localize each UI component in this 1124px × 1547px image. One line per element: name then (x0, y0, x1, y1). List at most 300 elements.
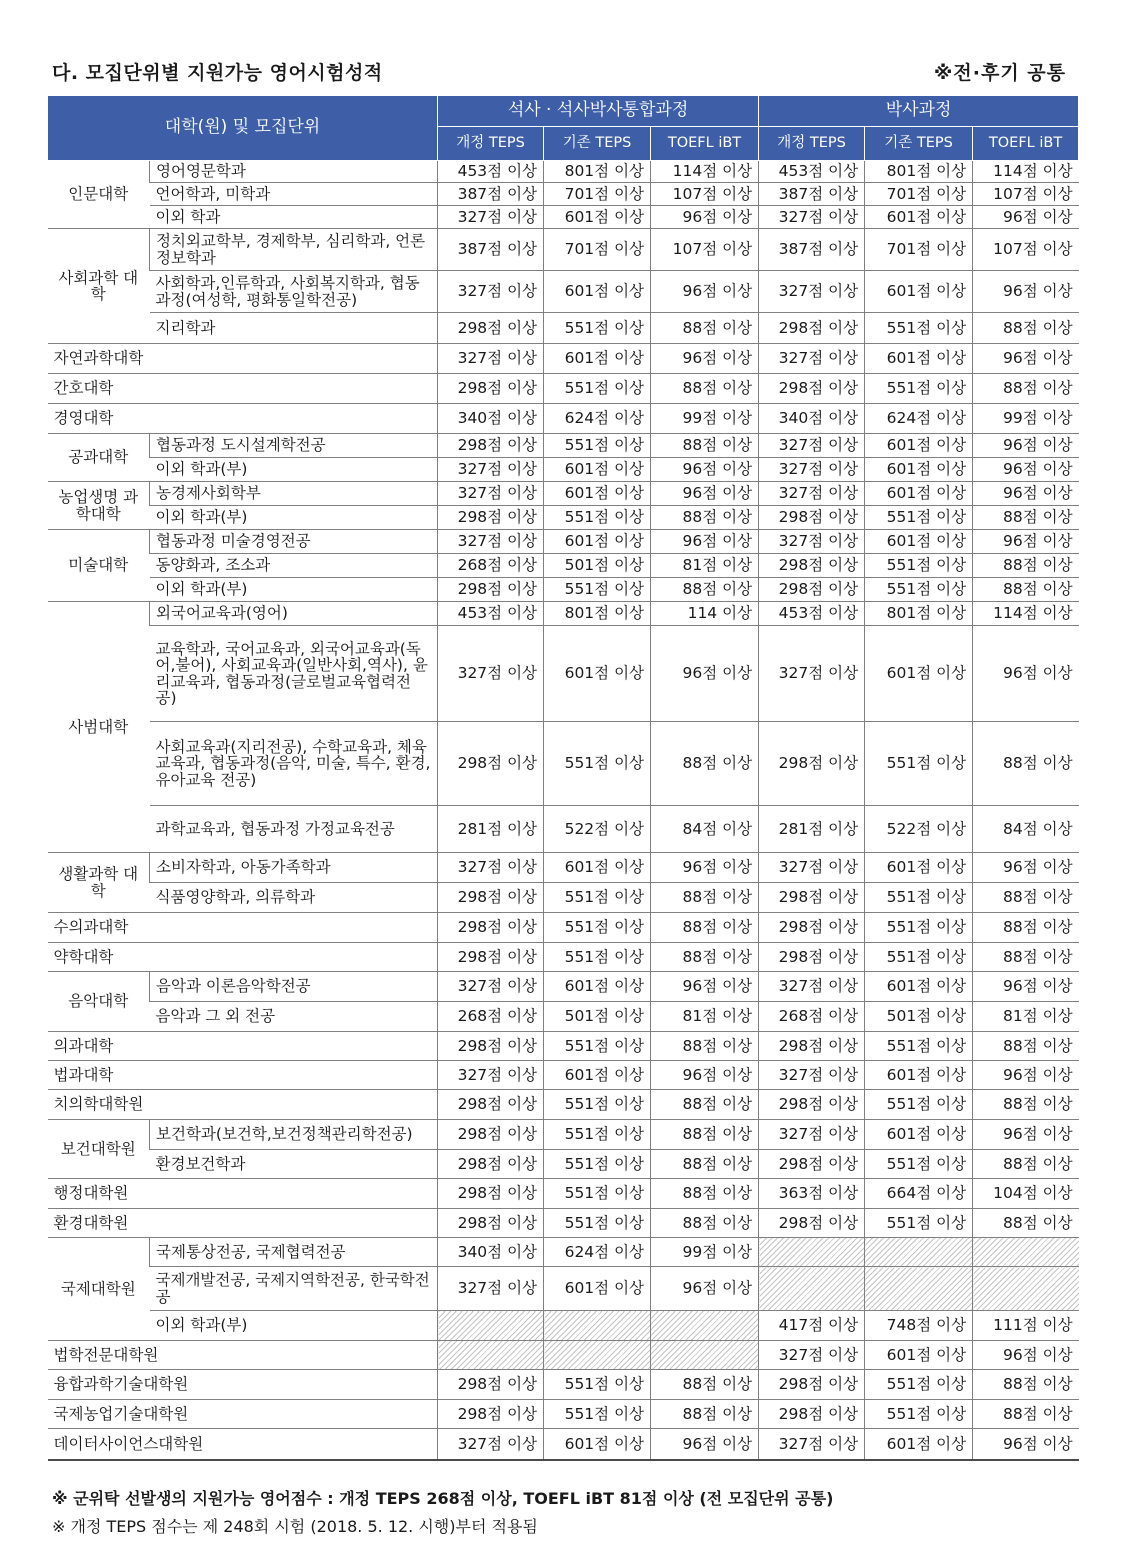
table-row (48, 578, 1079, 602)
unit-name: 약학대학 (48, 943, 438, 972)
score-cell: 88점 이상 (973, 506, 1079, 530)
score-cell: 601점 이상 (544, 972, 651, 1002)
group-header-master: 석사 · 석사박사통합과정 (438, 96, 759, 127)
score-cell: 88점 이상 (651, 434, 759, 458)
score-cell: 327점 이상 (438, 972, 544, 1002)
score-cell: 551점 이상 (865, 313, 973, 344)
college-name: 사범대학 (48, 602, 150, 853)
score-cell: 268점 이상 (759, 1002, 865, 1032)
score-cell: 298점 이상 (438, 883, 544, 913)
unit-name: 간호대학 (48, 374, 438, 404)
score-cell: 298점 이상 (438, 1179, 544, 1209)
score-cell: 340점 이상 (438, 404, 544, 434)
score-cell: 601점 이상 (544, 206, 651, 229)
unit-name: 수의과대학 (48, 913, 438, 943)
score-cell: 298점 이상 (438, 722, 544, 806)
department-name: 식품영양학과, 의류학과 (150, 883, 438, 913)
score-cell: 96점 이상 (651, 206, 759, 229)
table-row (48, 458, 1079, 482)
table-row (48, 626, 1079, 722)
score-cell: 327점 이상 (438, 458, 544, 482)
score-cell: 551점 이상 (865, 1400, 973, 1429)
score-cell: 551점 이상 (544, 1150, 651, 1179)
not-applicable-cell (865, 1267, 973, 1311)
score-cell: 96점 이상 (973, 434, 1079, 458)
department-name: 소비자학과, 아동가족학과 (150, 853, 438, 883)
score-cell: 298점 이상 (759, 554, 865, 578)
department-name: 이외 학과(부) (150, 578, 438, 602)
group-header-doctor: 박사과정 (759, 96, 1079, 127)
score-cell: 340점 이상 (759, 404, 865, 434)
table-row (48, 722, 1079, 806)
table-body (48, 161, 1079, 1460)
college-name: 보건대학원 (48, 1120, 150, 1179)
score-cell: 88점 이상 (973, 1370, 1079, 1400)
score-cell: 551점 이상 (544, 1090, 651, 1120)
score-cell: 96점 이상 (973, 1120, 1079, 1150)
score-cell: 298점 이상 (438, 313, 544, 344)
score-cell: 88점 이상 (651, 913, 759, 943)
score-cell: 88점 이상 (973, 578, 1079, 602)
score-cell: 298점 이상 (759, 1150, 865, 1179)
score-cell: 601점 이상 (865, 458, 973, 482)
unit-name: 경영대학 (48, 404, 438, 434)
score-cell: 114점 이상 (973, 602, 1079, 626)
score-cell: 298점 이상 (759, 506, 865, 530)
not-applicable-cell (973, 1238, 1079, 1267)
score-cell: 96점 이상 (651, 271, 759, 313)
score-cell: 601점 이상 (865, 1429, 973, 1460)
table-row (48, 1061, 1079, 1090)
not-applicable-cell (438, 1311, 544, 1341)
score-cell: 96점 이상 (651, 458, 759, 482)
table-row (48, 206, 1079, 229)
table-row (48, 1120, 1079, 1150)
score-cell: 88점 이상 (973, 1209, 1079, 1238)
score-cell: 107점 이상 (973, 183, 1079, 206)
table-row (48, 1090, 1079, 1120)
score-cell: 327점 이상 (759, 434, 865, 458)
score-cell: 551점 이상 (544, 313, 651, 344)
score-cell: 551점 이상 (544, 883, 651, 913)
score-cell: 88점 이상 (651, 1400, 759, 1429)
score-cell: 107점 이상 (651, 229, 759, 271)
department-name: 동양화과, 조소과 (150, 554, 438, 578)
score-cell: 88점 이상 (651, 943, 759, 972)
table-row (48, 1238, 1079, 1267)
score-cell: 601점 이상 (865, 1061, 973, 1090)
unit-header: 대학(원) 및 모집단위 (48, 96, 438, 161)
sub-header: 기존 TEPS (544, 127, 651, 161)
score-cell: 601점 이상 (865, 206, 973, 229)
score-cell: 601점 이상 (865, 1120, 973, 1150)
score-cell: 327점 이상 (438, 1061, 544, 1090)
unit-name: 융합과학기술대학원 (48, 1370, 438, 1400)
department-name: 협동과정 도시설계학전공 (150, 434, 438, 458)
score-cell: 107점 이상 (651, 183, 759, 206)
department-name: 정치외교학부, 경제학부, 심리학과, 언론정보학과 (150, 229, 438, 271)
table-row (48, 1179, 1079, 1209)
score-cell: 88점 이상 (973, 374, 1079, 404)
table-row (48, 806, 1079, 853)
score-cell: 96점 이상 (973, 482, 1079, 506)
department-name: 보건학과(보건학,보건정책관리학전공) (150, 1120, 438, 1150)
score-cell: 281점 이상 (759, 806, 865, 853)
unit-name: 법과대학 (48, 1061, 438, 1090)
not-applicable-cell (973, 1267, 1079, 1311)
score-cell: 453점 이상 (759, 161, 865, 183)
score-cell: 453점 이상 (438, 602, 544, 626)
department-name: 언어학과, 미학과 (150, 183, 438, 206)
score-cell: 96점 이상 (651, 344, 759, 374)
table-row (48, 313, 1079, 344)
score-cell: 551점 이상 (865, 722, 973, 806)
unit-name: 환경대학원 (48, 1209, 438, 1238)
score-cell: 298점 이상 (438, 943, 544, 972)
score-cell: 327점 이상 (438, 1429, 544, 1460)
score-cell: 327점 이상 (759, 1120, 865, 1150)
score-cell: 701점 이상 (865, 229, 973, 271)
score-cell: 551점 이상 (865, 1209, 973, 1238)
score-cell: 701점 이상 (544, 229, 651, 271)
score-cell: 601점 이상 (865, 626, 973, 722)
table-row (48, 1341, 1079, 1370)
score-cell: 601점 이상 (865, 972, 973, 1002)
score-cell: 624점 이상 (865, 404, 973, 434)
score-cell: 551점 이상 (544, 722, 651, 806)
score-cell: 601점 이상 (865, 853, 973, 883)
score-cell: 551점 이상 (544, 578, 651, 602)
score-cell: 88점 이상 (651, 883, 759, 913)
score-cell: 298점 이상 (438, 1032, 544, 1061)
score-cell: 327점 이상 (759, 1061, 865, 1090)
score-cell: 551점 이상 (544, 1032, 651, 1061)
score-cell: 99점 이상 (973, 404, 1079, 434)
table-row (48, 1209, 1079, 1238)
score-cell: 96점 이상 (651, 482, 759, 506)
score-cell: 111점 이상 (973, 1311, 1079, 1341)
score-cell: 601점 이상 (865, 434, 973, 458)
score-cell: 88점 이상 (651, 578, 759, 602)
department-name: 교육학과, 국어교육과, 외국어교육과(독어,불어), 사회교육과(일반사회,역사), 윤리교육과, 협동과정(글로벌교육협력전공) (150, 626, 438, 722)
department-name: 사회학과,인류학과, 사회복지학과, 협동과정(여성학, 평화통일학전공) (150, 271, 438, 313)
score-cell: 114점 이상 (973, 161, 1079, 183)
score-cell: 551점 이상 (544, 1209, 651, 1238)
score-cell: 327점 이상 (759, 1341, 865, 1370)
score-cell: 96점 이상 (973, 344, 1079, 374)
score-cell: 551점 이상 (865, 578, 973, 602)
score-cell: 298점 이상 (759, 1370, 865, 1400)
not-applicable-cell (759, 1267, 865, 1311)
department-name: 국제통상전공, 국제협력전공 (150, 1238, 438, 1267)
table-row (48, 161, 1079, 183)
score-cell: 501점 이상 (544, 554, 651, 578)
note-military: ※ 군위탁 선발생의 지원가능 영어점수 : 개정 TEPS 268점 이상, TOEFL iBT 81점 이상 (전 모집단위 공통) (52, 1489, 834, 1508)
score-cell: 298점 이상 (438, 913, 544, 943)
score-cell: 298점 이상 (438, 434, 544, 458)
table-row (48, 913, 1079, 943)
score-cell: 387점 이상 (438, 229, 544, 271)
score-cell: 96점 이상 (973, 626, 1079, 722)
score-cell: 601점 이상 (544, 530, 651, 554)
score-cell: 601점 이상 (865, 482, 973, 506)
score-cell: 601점 이상 (865, 271, 973, 313)
score-cell: 327점 이상 (759, 1429, 865, 1460)
score-cell: 327점 이상 (759, 853, 865, 883)
college-name: 미술대학 (48, 530, 150, 602)
score-cell: 88점 이상 (973, 1032, 1079, 1061)
score-cell: 453점 이상 (759, 602, 865, 626)
score-cell: 551점 이상 (544, 506, 651, 530)
college-name: 음악대학 (48, 972, 150, 1032)
score-cell: 298점 이상 (759, 722, 865, 806)
score-cell: 327점 이상 (759, 206, 865, 229)
score-cell: 96점 이상 (651, 1429, 759, 1460)
score-cell: 551점 이상 (865, 1090, 973, 1120)
department-name: 이외 학과(부) (150, 1311, 438, 1341)
score-cell: 298점 이상 (438, 374, 544, 404)
college-name: 공과대학 (48, 434, 150, 482)
score-cell: 624점 이상 (544, 404, 651, 434)
score-cell: 298점 이상 (438, 578, 544, 602)
score-cell: 96점 이상 (973, 1429, 1079, 1460)
department-name: 외국어교육과(영어) (150, 602, 438, 626)
score-cell: 551점 이상 (544, 1370, 651, 1400)
score-cell: 327점 이상 (438, 853, 544, 883)
score-cell: 522점 이상 (865, 806, 973, 853)
department-name: 농경제사회학부 (150, 482, 438, 506)
not-applicable-cell (438, 1341, 544, 1370)
table-row (48, 1370, 1079, 1400)
score-cell: 81점 이상 (973, 1002, 1079, 1032)
college-name: 국제대학원 (48, 1238, 150, 1341)
table-row (48, 506, 1079, 530)
score-cell: 104점 이상 (973, 1179, 1079, 1209)
score-cell: 624점 이상 (544, 1238, 651, 1267)
score-cell: 298점 이상 (438, 506, 544, 530)
table-row (48, 853, 1079, 883)
score-cell: 551점 이상 (865, 1032, 973, 1061)
unit-name: 의과대학 (48, 1032, 438, 1061)
not-applicable-cell (651, 1311, 759, 1341)
table-row (48, 530, 1079, 554)
score-cell: 298점 이상 (759, 1032, 865, 1061)
score-cell: 114점 이상 (651, 161, 759, 183)
score-cell: 88점 이상 (973, 943, 1079, 972)
score-cell: 327점 이상 (438, 1267, 544, 1311)
college-name: 생활과학 대학 (48, 853, 150, 913)
score-cell: 298점 이상 (438, 1090, 544, 1120)
score-cell: 801점 이상 (865, 602, 973, 626)
department-name: 이외 학과 (150, 206, 438, 229)
score-cell: 601점 이상 (544, 626, 651, 722)
score-cell: 551점 이상 (544, 1179, 651, 1209)
score-cell: 363점 이상 (759, 1179, 865, 1209)
score-cell: 601점 이상 (865, 530, 973, 554)
score-cell: 88점 이상 (973, 554, 1079, 578)
sub-header: 기존 TEPS (865, 127, 973, 161)
score-cell: 551점 이상 (544, 1120, 651, 1150)
table-row (48, 1400, 1079, 1429)
score-table (47, 95, 1079, 1461)
score-cell: 281점 이상 (438, 806, 544, 853)
common-note: ※전·후기 공통 (933, 62, 1066, 84)
score-cell: 551점 이상 (865, 374, 973, 404)
score-cell: 88점 이상 (973, 1090, 1079, 1120)
score-cell: 99점 이상 (651, 404, 759, 434)
score-cell: 88점 이상 (651, 506, 759, 530)
score-cell: 81점 이상 (651, 554, 759, 578)
score-cell: 664점 이상 (865, 1179, 973, 1209)
score-cell: 298점 이상 (438, 1370, 544, 1400)
score-cell: 327점 이상 (438, 530, 544, 554)
score-cell: 601점 이상 (544, 1061, 651, 1090)
department-name: 사회교육과(지리전공), 수학교육과, 체육교육과, 협동과정(음악, 미술, 특수, 환경, 유아교육 전공) (150, 722, 438, 806)
college-name: 사회과학 대학 (48, 229, 150, 344)
score-cell: 81점 이상 (651, 1002, 759, 1032)
department-name: 환경보건학과 (150, 1150, 438, 1179)
table-row (48, 1429, 1079, 1460)
score-cell: 268점 이상 (438, 1002, 544, 1032)
score-cell: 327점 이상 (759, 972, 865, 1002)
score-cell: 298점 이상 (759, 1090, 865, 1120)
score-cell: 327점 이상 (759, 271, 865, 313)
score-cell: 327점 이상 (438, 271, 544, 313)
table-row (48, 554, 1079, 578)
table-row (48, 1267, 1079, 1311)
score-cell: 298점 이상 (759, 1400, 865, 1429)
score-cell: 522점 이상 (544, 806, 651, 853)
table-row (48, 229, 1079, 271)
unit-name: 행정대학원 (48, 1179, 438, 1209)
score-cell: 96점 이상 (973, 853, 1079, 883)
table-row (48, 404, 1079, 434)
score-cell: 417점 이상 (759, 1311, 865, 1341)
score-cell: 268점 이상 (438, 554, 544, 578)
score-cell: 801점 이상 (865, 161, 973, 183)
score-cell: 601점 이상 (544, 458, 651, 482)
score-cell: 298점 이상 (438, 1400, 544, 1429)
score-cell: 801점 이상 (544, 602, 651, 626)
sub-header: 개정 TEPS (438, 127, 544, 161)
score-cell: 84점 이상 (973, 806, 1079, 853)
unit-name: 자연과학대학 (48, 344, 438, 374)
unit-name: 치의학대학원 (48, 1090, 438, 1120)
table-row (48, 1311, 1079, 1341)
score-cell: 701점 이상 (865, 183, 973, 206)
score-cell: 84점 이상 (651, 806, 759, 853)
score-cell: 96점 이상 (973, 458, 1079, 482)
score-cell: 96점 이상 (651, 972, 759, 1002)
table-row (48, 972, 1079, 1002)
not-applicable-cell (759, 1238, 865, 1267)
score-cell: 88점 이상 (651, 1120, 759, 1150)
unit-name: 데이터사이언스대학원 (48, 1429, 438, 1460)
score-cell: 327점 이상 (438, 344, 544, 374)
score-cell: 387점 이상 (759, 229, 865, 271)
score-cell: 298점 이상 (438, 1209, 544, 1238)
department-name: 음악과 그 외 전공 (150, 1002, 438, 1032)
sub-header: 개정 TEPS (759, 127, 865, 161)
score-cell: 601점 이상 (544, 344, 651, 374)
department-name: 이외 학과(부) (150, 458, 438, 482)
score-cell: 551점 이상 (544, 1400, 651, 1429)
score-cell: 387점 이상 (759, 183, 865, 206)
score-cell: 551점 이상 (865, 554, 973, 578)
department-name: 국제개발전공, 국제지역학전공, 한국학전공 (150, 1267, 438, 1311)
department-name: 이외 학과(부) (150, 506, 438, 530)
score-cell: 96점 이상 (651, 530, 759, 554)
not-applicable-cell (651, 1341, 759, 1370)
score-cell: 601점 이상 (865, 1341, 973, 1370)
score-cell: 551점 이상 (865, 883, 973, 913)
section-title: 다. 모집단위별 지원가능 영어시험성적 (52, 62, 383, 84)
score-cell: 99점 이상 (651, 1238, 759, 1267)
score-cell: 96점 이상 (973, 530, 1079, 554)
table-row (48, 883, 1079, 913)
score-cell: 88점 이상 (651, 1150, 759, 1179)
score-cell: 601점 이상 (544, 1429, 651, 1460)
table-row (48, 482, 1079, 506)
table-row (48, 1032, 1079, 1061)
score-cell: 298점 이상 (759, 1209, 865, 1238)
score-cell: 327점 이상 (759, 344, 865, 374)
score-cell: 327점 이상 (438, 206, 544, 229)
score-cell: 551점 이상 (865, 1150, 973, 1179)
score-cell: 96점 이상 (651, 1267, 759, 1311)
score-cell: 551점 이상 (865, 943, 973, 972)
table-row (48, 344, 1079, 374)
score-cell: 88점 이상 (651, 1370, 759, 1400)
department-name: 음악과 이론음악학전공 (150, 972, 438, 1002)
score-cell: 298점 이상 (759, 913, 865, 943)
score-cell: 327점 이상 (759, 626, 865, 722)
score-cell: 88점 이상 (973, 1150, 1079, 1179)
table-row (48, 434, 1079, 458)
score-cell: 96점 이상 (973, 972, 1079, 1002)
score-cell: 748점 이상 (865, 1311, 973, 1341)
sub-header: TOEFL iBT (973, 127, 1079, 161)
score-cell: 107점 이상 (973, 229, 1079, 271)
score-cell: 298점 이상 (759, 313, 865, 344)
score-cell: 327점 이상 (438, 626, 544, 722)
score-cell: 551점 이상 (865, 506, 973, 530)
score-cell: 601점 이상 (544, 271, 651, 313)
score-cell: 96점 이상 (651, 853, 759, 883)
score-cell: 801점 이상 (544, 161, 651, 183)
score-cell: 298점 이상 (759, 578, 865, 602)
score-cell: 298점 이상 (438, 1150, 544, 1179)
score-cell: 298점 이상 (759, 374, 865, 404)
score-cell: 298점 이상 (759, 943, 865, 972)
score-cell: 88점 이상 (973, 722, 1079, 806)
department-name: 지리학과 (150, 313, 438, 344)
score-cell: 88점 이상 (651, 1179, 759, 1209)
score-cell: 327점 이상 (438, 482, 544, 506)
unit-name: 국제농업기술대학원 (48, 1400, 438, 1429)
score-cell: 327점 이상 (759, 482, 865, 506)
score-cell: 96점 이상 (973, 271, 1079, 313)
score-cell: 551점 이상 (865, 1370, 973, 1400)
score-cell: 96점 이상 (651, 1061, 759, 1090)
score-cell: 387점 이상 (438, 183, 544, 206)
score-cell: 88점 이상 (651, 722, 759, 806)
table-row (48, 183, 1079, 206)
score-cell: 501점 이상 (865, 1002, 973, 1032)
score-cell: 601점 이상 (544, 482, 651, 506)
score-cell: 501점 이상 (544, 1002, 651, 1032)
score-cell: 340점 이상 (438, 1238, 544, 1267)
